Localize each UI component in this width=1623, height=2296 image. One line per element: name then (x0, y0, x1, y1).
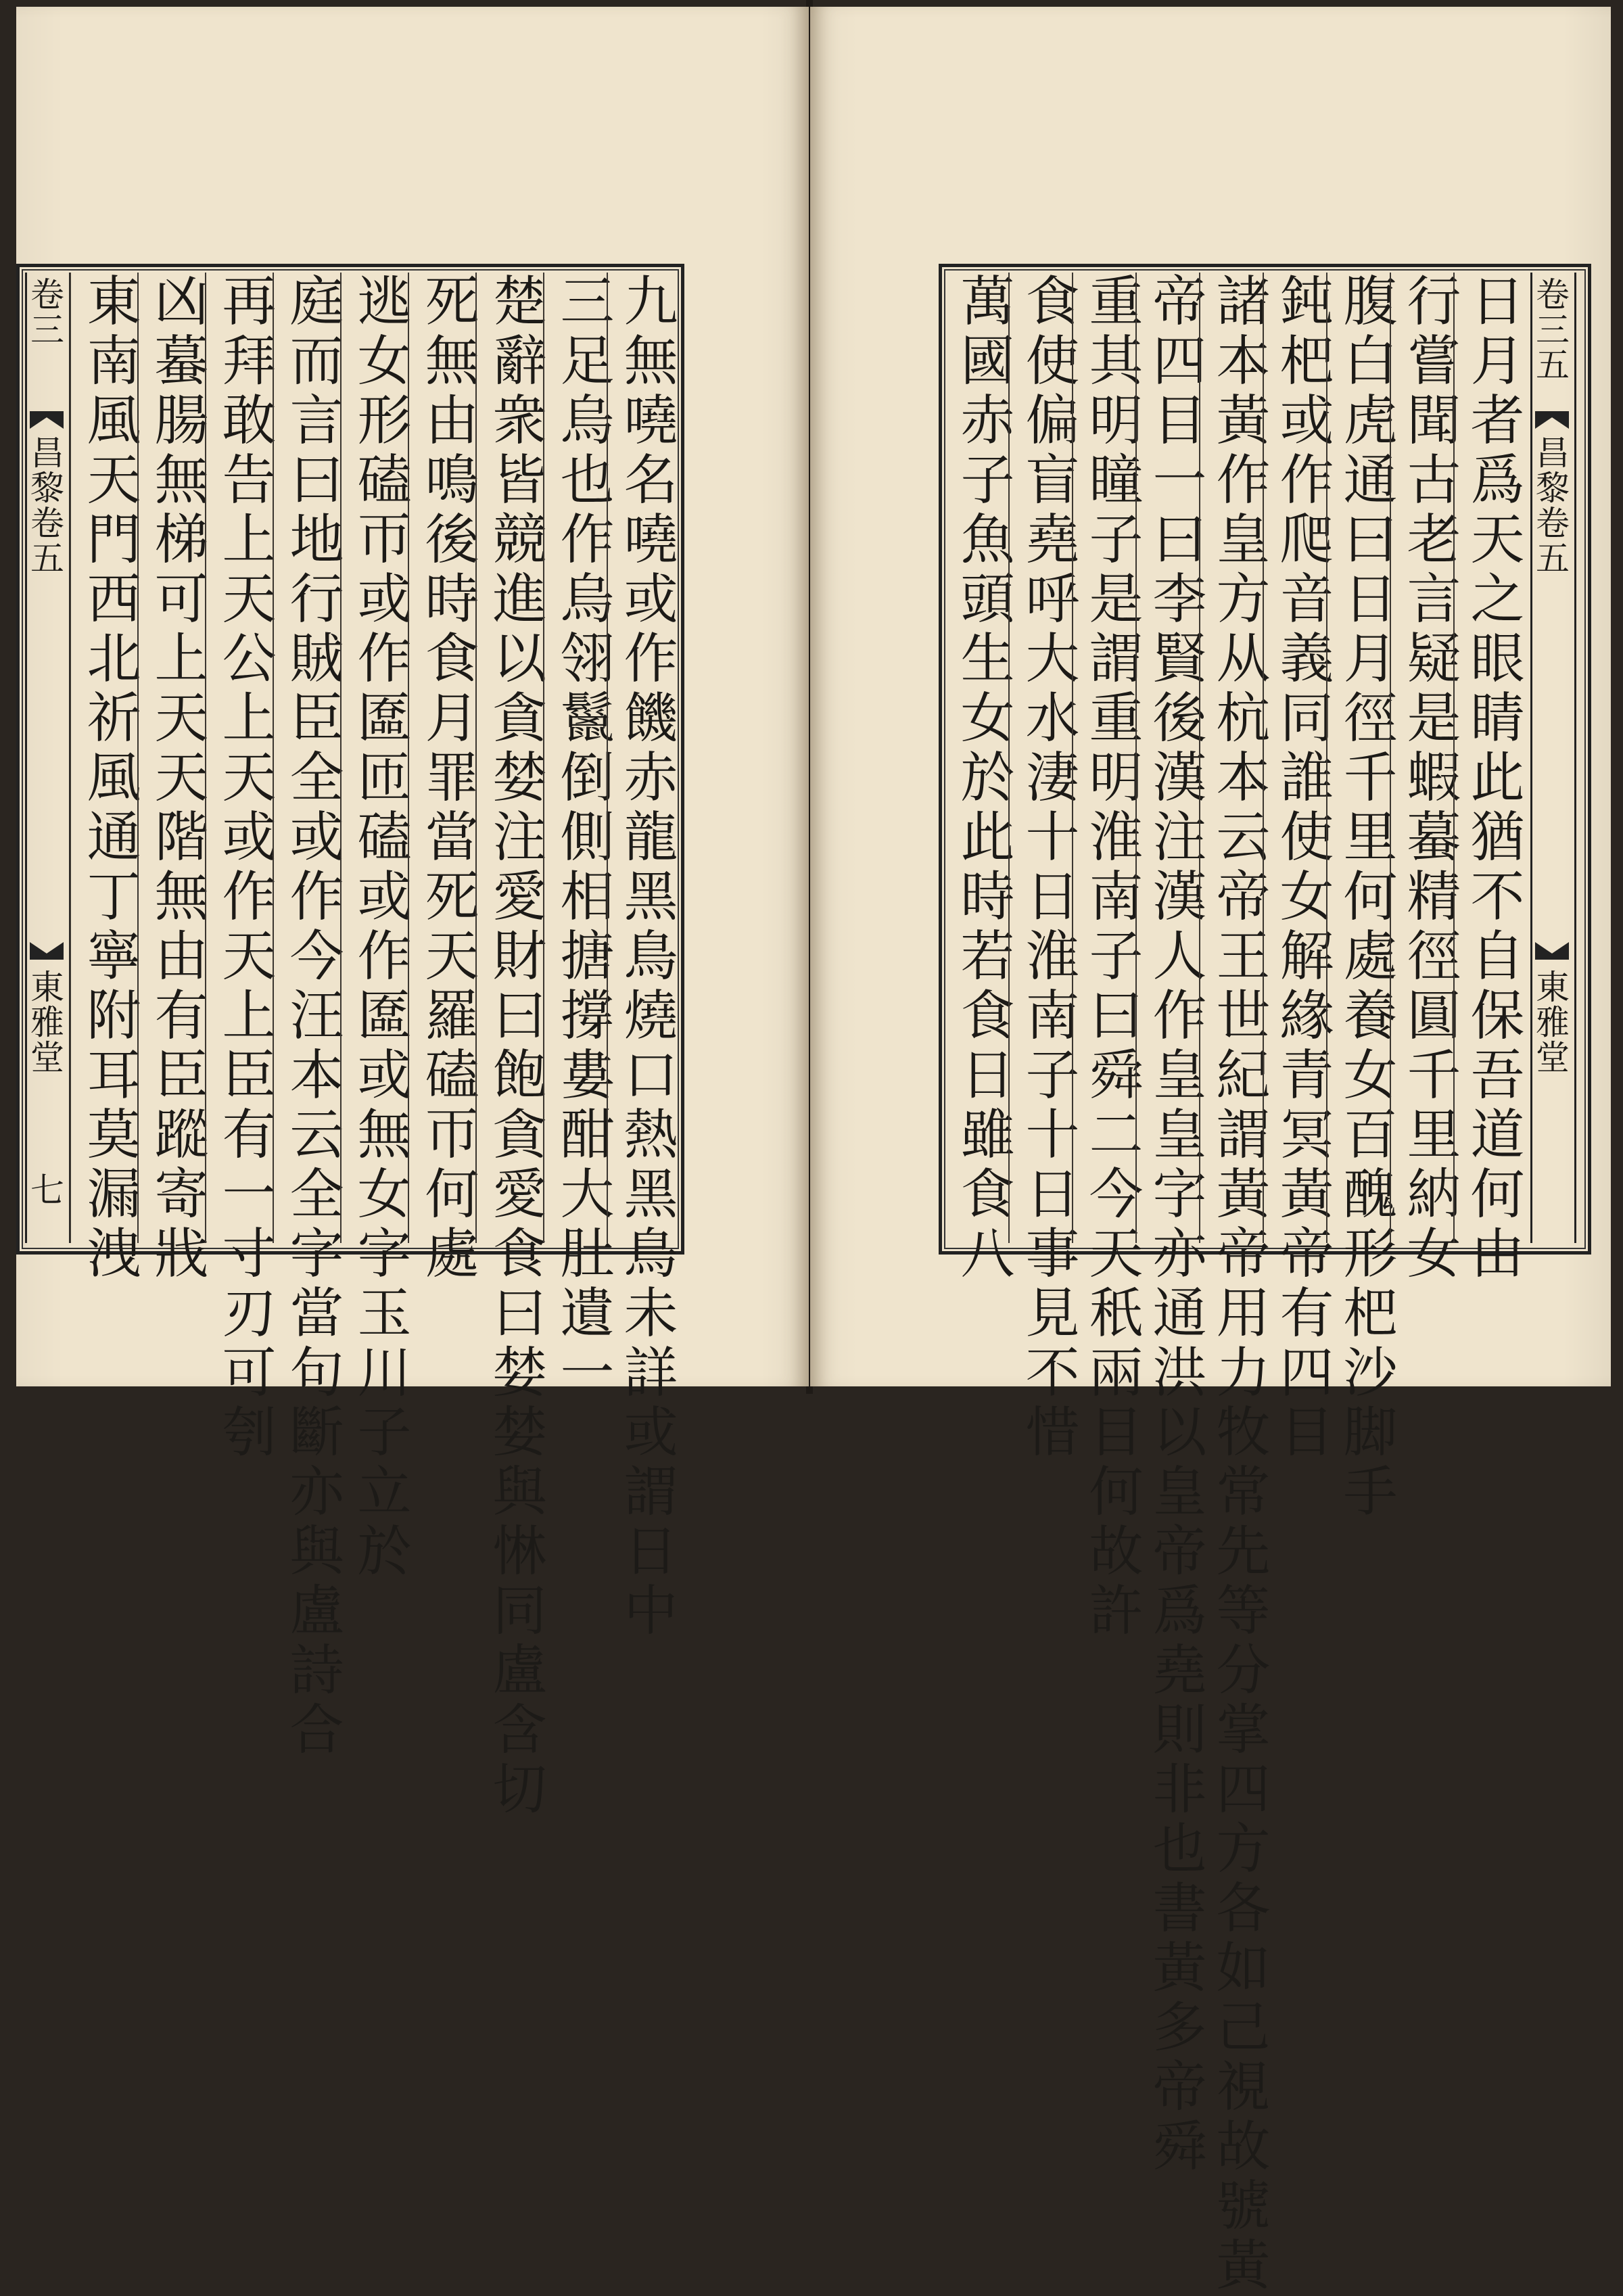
left-page-banner (25, 273, 71, 1243)
right-banner-publisher: 東雅堂 (1530, 969, 1570, 1075)
right-banner-title: 昌黎卷五 (1530, 435, 1570, 576)
text-column: 楚辭衆皆競進以貪婪注愛財曰飽貪愛食曰婪婪與惏同盧含切 (475, 273, 550, 1243)
right-page (810, 7, 1611, 2296)
text-column: 再拜敢告上天公上天或作天上臣有一寸刃可刳 (205, 273, 279, 1243)
right-page-frame (939, 264, 1591, 2296)
left-page (16, 7, 809, 1820)
fish-tail-mark (30, 411, 64, 429)
text-column: 東南風天門西北祈風通丁寧附耳莫漏洩 (70, 273, 144, 1243)
fish-tail-mark (30, 942, 64, 960)
text-column: 鈍杷或作爬音義同誰使女解緣青冥黃帝有四目 (1263, 273, 1337, 1243)
text-column: 萬國赤子魚頭生女於此時若食日雖食八 (951, 273, 1014, 1284)
left-banner-title: 昌黎卷五 (25, 435, 64, 576)
right-banner-top: 卷三五 (1530, 277, 1570, 382)
text-column: 行嘗聞古老言疑是蝦蟇精徑圓千里納女 (1390, 273, 1464, 1243)
left-banner-page-number: 七 (25, 1172, 64, 1207)
text-column: 死無由鳴後時食月罪當死天羅磕帀何處 (408, 273, 482, 1243)
left-banner-publisher: 東雅堂 (25, 969, 64, 1075)
right-page-banner (1530, 273, 1576, 1243)
text-column: 諸本黃作皇方从杭本云帝王世紀謂黃帝用力牧常先等分掌四方各如己視故號黃 (1199, 273, 1273, 1243)
fish-tail-mark (1535, 942, 1569, 960)
text-column: 腹白虎通曰日月徑千里何處養女百醜形杷沙脚手 (1326, 273, 1401, 1243)
text-column: 食使偏盲堯呼大水淒十日淮南子十日事見不惜 (1008, 273, 1083, 1243)
text-column: 逃女形磕帀或作匲匝磕或作匲或無女字玉川子立於 (340, 273, 415, 1243)
left-banner-top: 卷三 (25, 277, 64, 347)
text-column: 帝四目一曰李賢後漢注漢人作皇皇字亦通洪以皇帝爲堯則非也書黃多帝舜 (1135, 273, 1210, 1243)
text-column: 三足烏也作烏翎鬣倒側相搪撐婁酣大肚遺一 (543, 273, 617, 1243)
text-column: 重其明瞳子是謂重明淮南子曰舜二今天秖兩目何故許 (1072, 273, 1146, 1243)
fish-tail-mark (1535, 411, 1569, 429)
text-column: 九無嘵名嘵或作饑赤龍黑鳥燒口熱黑鳥未詳或謂日中 (607, 273, 681, 1243)
text-column: 凶蟇腸無梯可上天天階無由有臣蹤寄戕 (137, 273, 212, 1243)
left-page-frame (16, 264, 684, 1820)
text-column: 日月者爲天之眼睛此猶不自保吾道何由 (1453, 273, 1528, 1243)
text-column: 庭而言曰地行賊臣全或作今汪本云全字當句斷亦與盧詩合 (273, 273, 347, 1243)
